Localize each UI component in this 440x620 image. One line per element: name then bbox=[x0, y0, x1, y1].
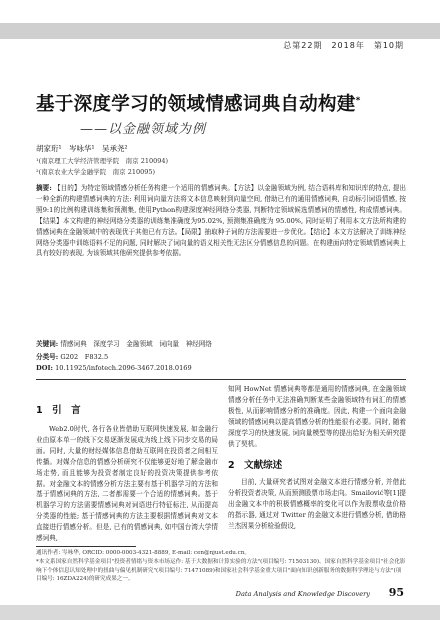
header-band bbox=[0, 23, 440, 39]
authors: 胡家珩¹ 岑咏华¹ 吴承尧² bbox=[36, 144, 128, 153]
paper-subtitle: ——以金融领域为例 bbox=[80, 122, 207, 137]
journal-name: Data Analysis and Knowledge Discovery bbox=[235, 590, 370, 598]
footnote-rule bbox=[36, 546, 136, 547]
footer-band bbox=[0, 605, 440, 620]
keywords: 情感词典 深度学习 金融领域 词向量 神经网络 bbox=[60, 340, 212, 348]
affiliation-1: ¹(南京理工大学经济管理学院 南京 210094) bbox=[36, 157, 169, 165]
keywords-label: 关键词: bbox=[36, 340, 59, 348]
right-column bbox=[228, 384, 406, 532]
classification-line bbox=[36, 351, 406, 361]
paper-title bbox=[36, 90, 406, 116]
section-heading-review: 2 文献综述 bbox=[228, 460, 283, 472]
doi-label: DOI: bbox=[36, 364, 53, 372]
section-heading-intro: 1 引 言 bbox=[36, 405, 81, 416]
abstract bbox=[36, 183, 406, 259]
review-paragraph: 目前, 大量研究者试图对金融文本进行情感分析, 并借此分析投资者决策, 从而预测股票市场走向。Smailović等[1]提出金融文本中的积极情感概率的变化可以作为股票收盘价格的指示器, 通过对 Twitter 的金融文本进行情感分析, 借助格兰杰因果分析检验假设, bbox=[228, 478, 406, 531]
right-paragraph: 知网 HowNet 情感词典等都是通用的情感词典, 在金融领域情感分析任务中无法准确判断某些金融领域特有词汇的情感极性, 从而影响情感分析的准确度。因此, 构建一个面向金融领域的情感词典以提高情感分析的性能很有必要。同时, 随着深度学习的快速发展, 词向量模型等的提出给好为相关研究提供了契机。 bbox=[228, 385, 406, 448]
class-label: 分类号: bbox=[36, 353, 59, 361]
affiliation-2: ²(南京农业大学金融学院 南京 210095) bbox=[36, 168, 156, 176]
abstract-text: 【目的】为特定领域情感分析任务构建一个适用的情感词典。【方法】以金融领域为例, 结合语料库和知识库的特点, 提出一种全新的构建情感词典的方法: 利用词向量方法将文本信息映射到向量空间, 借助已有的通用情感词典, 自动标引词语情感, 按照9:1的比例构建训练集和预测集, 使用Python构建深度神经网络分类器, 判断特定领域候选情感词的情感性, 构成情感词典。【结果】本文构建的神经网络分类器的训练集准确度为95.02%, 预测集准确度为 95.00%, 同时证明了利用本文方法所构建的情感词典在金融领域中的表现优于其他已有方法。【局限】抽取种子词的方法需要进一步优化。【结论】本文方法解决了训练神经网络分类器中训练语料不足的问题, 同时解决了词向量的语义相关性无法区分情感信息的问题。在构建面向特定领域情感词典上具有较好的表现, 为该领域其他研究提供参考依据。 bbox=[36, 184, 406, 258]
divider bbox=[36, 379, 406, 380]
page-number: 95 bbox=[388, 586, 404, 599]
class-code: G202 F832.5 bbox=[60, 353, 109, 361]
footnote-contact: 通讯作者: 岑咏华, ORCID: 0000-0003-4321-8889, E-mail: cen@njust.edu.cn。 bbox=[36, 550, 251, 556]
title-text: 基于深度学习的领域情感词典自动构建 bbox=[36, 94, 356, 115]
issue-label: 总第22期 2018年 第10期 bbox=[283, 41, 404, 50]
footnote-funding: *本文系国家自然科学基金项目"投资者情绪与资本市场运作: 基于大数据和计算实验的方法"(项目编号: 71503130)、国家自然科学基金项目"社会化影响下个体信息认知处理中的扭曲与偏见机制研究"(项目编号: 71471089)和国家社会科学基金重大项目"面向知识创新服务的数据科学理论与方法"(项目编号: 16ZDA224)的研究成果之一。 bbox=[36, 559, 406, 583]
title-footnote-mark: * bbox=[355, 95, 361, 106]
doi: 10.11925/infotech.2096-3467.2018.0169 bbox=[55, 364, 192, 372]
left-column bbox=[36, 384, 218, 544]
doi-line bbox=[36, 364, 406, 372]
intro-paragraph: Web2.0时代, 各行各业皆借助互联网快速发展, 如金融行业由原本单一的线下交易逐渐发展成为线上线下同步交易的局面。同时, 大量的财经媒体信息借助互联网在投资者之间相互传播。对媒介信息的情感分析研究不仅能够更好地了解金融市场走势, 而且能够为投资者制定良好的投资决策提供参考依据。对金融文本的情感分析方法主要有基于机器学习的方法和基于情感词典的方法, 二者都需要一个合适的情感词典。基于机器学习的方法需要情感词典对词语进行特征标注, 从而提高分类器的性能; 基于情感词典的方法主要根据情感词典对文本直接进行情感分析。但是, 已有的情感词典, 如中国台湾大学情感词典, bbox=[36, 425, 218, 543]
keywords-line bbox=[36, 338, 406, 348]
abstract-label: 摘要: bbox=[36, 184, 52, 192]
